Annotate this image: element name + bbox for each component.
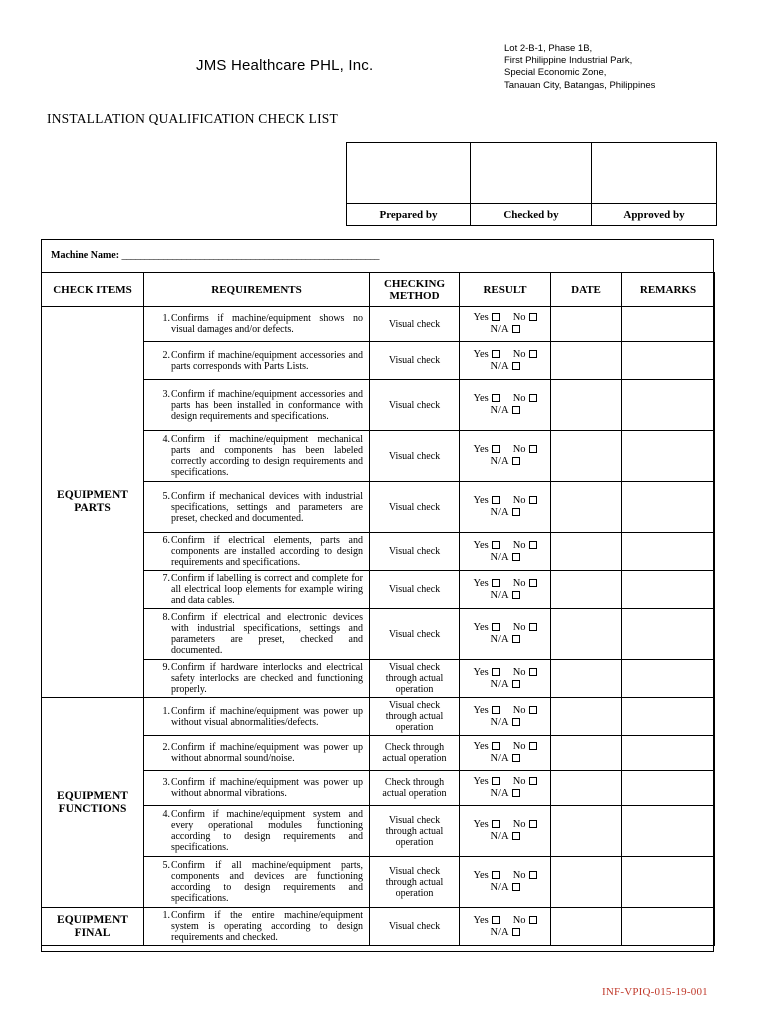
requirement-number: 4. <box>162 809 170 820</box>
no-checkbox[interactable] <box>529 313 537 321</box>
checked-signature-box[interactable] <box>471 143 592 204</box>
remarks-cell[interactable] <box>622 857 715 908</box>
checking-method: Visual check through actual operation <box>370 806 460 857</box>
no-label: No <box>512 539 526 551</box>
no-checkbox[interactable] <box>529 742 537 750</box>
remarks-cell[interactable] <box>622 660 715 698</box>
address-line: Special Economic Zone, <box>504 67 607 79</box>
remarks-cell[interactable] <box>622 698 715 736</box>
requirement-item <box>147 491 363 524</box>
checking-method: Visual check <box>370 482 460 533</box>
yes-label: Yes <box>473 444 489 455</box>
header-date: DATE <box>551 273 622 307</box>
address-line: Tanauan City, Batangas, Philippines <box>504 79 656 91</box>
yes-label: Yes <box>473 622 489 633</box>
remarks-cell[interactable] <box>622 736 715 771</box>
yes-label: Yes <box>473 819 489 830</box>
header-checking-method: CHECKING METHOD <box>370 273 460 307</box>
remarks-cell[interactable] <box>622 431 715 482</box>
machine-name-line[interactable]: ________________________________________________________ <box>121 250 380 261</box>
yes-label: Yes <box>473 776 489 787</box>
requirement-item <box>147 535 363 568</box>
na-label: N/A <box>490 324 509 335</box>
yes-checkbox[interactable] <box>492 394 500 402</box>
remarks-cell[interactable] <box>622 571 715 609</box>
remarks-cell[interactable] <box>622 307 715 342</box>
requirement-item <box>147 910 363 943</box>
checking-method: Visual check <box>370 571 460 609</box>
requirement-number: 2. <box>162 349 170 361</box>
requirement-number: 5. <box>162 860 170 871</box>
yes-checkbox[interactable] <box>492 820 500 828</box>
no-label: No <box>512 819 526 830</box>
na-checkbox[interactable] <box>512 832 520 840</box>
yes-checkbox[interactable] <box>492 313 500 321</box>
checking-method: Visual check through actual operation <box>370 698 460 736</box>
no-checkbox[interactable] <box>529 820 537 828</box>
date-cell[interactable] <box>551 660 622 698</box>
requirement-cell <box>144 736 370 771</box>
result-cell <box>460 482 551 533</box>
no-checkbox[interactable] <box>529 496 537 504</box>
na-checkbox[interactable] <box>512 457 520 465</box>
date-cell[interactable] <box>551 380 622 431</box>
approved-by-label: Approved by <box>592 204 717 226</box>
no-label: No <box>512 577 526 589</box>
na-checkbox[interactable] <box>512 362 520 370</box>
machine-name-label: Machine Name: <box>51 250 120 261</box>
yes-checkbox[interactable] <box>492 916 500 924</box>
no-checkbox[interactable] <box>529 623 537 631</box>
result-cell <box>460 857 551 908</box>
yes-label: Yes <box>473 914 489 926</box>
na-checkbox[interactable] <box>512 508 520 516</box>
date-cell[interactable] <box>551 698 622 736</box>
no-label: No <box>512 914 526 926</box>
na-label: N/A <box>490 551 509 563</box>
requirement-text: Confirm if labelling is correct and complete for all electrical loop elements for example wiring and data cables. <box>171 573 363 606</box>
check-item-group: EQUIPMENT FUNCTIONS <box>42 698 144 908</box>
na-checkbox[interactable] <box>512 635 520 643</box>
na-checkbox[interactable] <box>512 718 520 726</box>
requirement-number: 5. <box>162 490 170 502</box>
yes-label: Yes <box>473 704 489 716</box>
no-label: No <box>512 741 526 752</box>
remarks-cell[interactable] <box>622 380 715 431</box>
na-label: N/A <box>490 831 509 842</box>
company-name: JMS Healthcare PHL, Inc. <box>196 57 374 74</box>
requirement-cell <box>144 533 370 571</box>
checking-method: Visual check through actual operation <box>370 660 460 698</box>
table-row <box>42 908 715 946</box>
date-cell[interactable] <box>551 342 622 380</box>
requirement-cell <box>144 609 370 660</box>
requirement-text: Confirm if machine/equipment accessories and parts corresponds with Parts Lists. <box>171 349 363 372</box>
requirement-cell <box>144 307 370 342</box>
document-code: INF-VPIQ-015-19-001 <box>602 986 708 998</box>
result-cell <box>460 609 551 660</box>
requirement-number: 8. <box>162 612 170 623</box>
date-cell[interactable] <box>551 533 622 571</box>
checking-method: Check through actual operation <box>370 736 460 771</box>
na-label: N/A <box>490 589 509 601</box>
no-checkbox[interactable] <box>529 350 537 358</box>
requirement-text: Confirm if machine/equipment accessories and parts has been installed in conformance with design requirements and specifications. <box>171 388 363 422</box>
remarks-cell[interactable] <box>622 806 715 857</box>
na-label: N/A <box>490 678 509 690</box>
checking-method: Check through actual operation <box>370 771 460 806</box>
requirement-item <box>147 612 363 656</box>
requirement-text: Confirm if all machine/equipment parts, components and devices are functioning according to design requirements and specifications. <box>171 860 363 904</box>
result-cell <box>460 307 551 342</box>
requirement-text: Confirm if hardware interlocks and electrical safety interlocks are checked and functioning properly. <box>171 662 363 695</box>
requirement-number: 1. <box>162 910 170 921</box>
requirement-item <box>147 809 363 853</box>
yes-checkbox[interactable] <box>492 742 500 750</box>
no-label: No <box>512 870 526 881</box>
requirement-text: Confirm if mechanical devices with industrial specifications, settings and parameters are preset, checked and documented. <box>171 490 363 524</box>
yes-checkbox[interactable] <box>492 579 500 587</box>
requirement-item <box>147 573 363 606</box>
requirement-cell <box>144 806 370 857</box>
na-checkbox[interactable] <box>512 406 520 414</box>
no-label: No <box>512 666 526 678</box>
requirement-item <box>147 860 363 904</box>
requirement-number: 3. <box>162 388 170 400</box>
company-address <box>504 43 655 92</box>
no-checkbox[interactable] <box>529 541 537 549</box>
requirement-number: 9. <box>162 662 170 673</box>
requirement-item <box>147 350 363 372</box>
result-cell <box>460 342 551 380</box>
requirement-item <box>147 434 363 478</box>
table-row <box>42 698 715 736</box>
yes-label: Yes <box>473 393 489 404</box>
yes-checkbox[interactable] <box>492 623 500 631</box>
requirement-cell <box>144 660 370 698</box>
remarks-cell[interactable] <box>622 342 715 380</box>
no-label: No <box>512 393 526 404</box>
requirement-text: Confirm if machine/equipment mechanical parts and components has been labeled correctly according to design requirements and specifications. <box>171 434 363 478</box>
remarks-cell[interactable] <box>622 771 715 806</box>
requirement-item <box>147 777 363 799</box>
no-label: No <box>512 495 526 506</box>
date-cell[interactable] <box>551 431 622 482</box>
checking-method: Visual check <box>370 609 460 660</box>
na-label: N/A <box>490 456 509 467</box>
requirement-cell <box>144 857 370 908</box>
checking-method: Visual check <box>370 431 460 482</box>
header-remarks: REMARKS <box>622 273 715 307</box>
requirement-number: 1. <box>162 313 170 324</box>
no-label: No <box>512 444 526 455</box>
result-cell <box>460 380 551 431</box>
checking-method: Visual check <box>370 342 460 380</box>
address-line: Lot 2-B-1, Phase 1B, <box>504 43 593 54</box>
date-cell[interactable] <box>551 771 622 806</box>
na-label: N/A <box>490 882 509 893</box>
na-label: N/A <box>490 716 509 728</box>
checking-method: Visual check <box>370 533 460 571</box>
requirement-number: 4. <box>162 434 170 445</box>
requirement-text: Confirm if electrical and electronic devices with industrial specifications, settings and parameters are preset, checked and documented. <box>171 612 363 656</box>
date-cell[interactable] <box>551 736 622 771</box>
na-checkbox[interactable] <box>512 680 520 688</box>
yes-checkbox[interactable] <box>492 871 500 879</box>
remarks-cell[interactable] <box>622 908 715 946</box>
no-checkbox[interactable] <box>529 916 537 924</box>
date-cell[interactable] <box>551 908 622 946</box>
requirement-text: Confirm if the entire machine/equipment system is operating according to design requirements and checked. <box>171 910 363 943</box>
na-checkbox[interactable] <box>512 553 520 561</box>
no-checkbox[interactable] <box>529 579 537 587</box>
check-item-group: EQUIPMENT PARTS <box>42 307 144 698</box>
no-checkbox[interactable] <box>529 871 537 879</box>
remarks-cell[interactable] <box>622 482 715 533</box>
yes-label: Yes <box>473 495 489 506</box>
remarks-cell[interactable] <box>622 609 715 660</box>
yes-checkbox[interactable] <box>492 445 500 453</box>
prepared-signature-box[interactable] <box>347 143 471 204</box>
checking-method: Visual check <box>370 380 460 431</box>
checking-method: Visual check <box>370 908 460 946</box>
requirement-number: 1. <box>162 705 170 717</box>
yes-checkbox[interactable] <box>492 706 500 714</box>
result-cell <box>460 533 551 571</box>
requirement-item <box>147 662 363 695</box>
header-check-items: CHECK ITEMS <box>42 273 144 307</box>
result-cell <box>460 908 551 946</box>
na-label: N/A <box>490 926 509 938</box>
yes-label: Yes <box>473 870 489 881</box>
requirement-cell <box>144 482 370 533</box>
yes-label: Yes <box>473 666 489 678</box>
requirement-text: Confirm if electrical elements, parts and components are installed according to design requirements and specifications. <box>171 535 363 568</box>
checklist-table <box>41 272 715 946</box>
document-title: INSTALLATION QUALIFICATION CHECK LIST <box>47 111 338 126</box>
na-checkbox[interactable] <box>512 591 520 599</box>
prepared-by-label: Prepared by <box>347 204 471 226</box>
header-requirements: REQUIREMENTS <box>144 273 370 307</box>
no-checkbox[interactable] <box>529 394 537 402</box>
requirement-text: Confirm if machine/equipment was power up without visual abnormalities/defects. <box>171 705 363 728</box>
signature-table <box>346 142 717 226</box>
requirement-item <box>147 389 363 422</box>
requirement-number: 3. <box>162 777 170 788</box>
requirement-item <box>147 706 363 728</box>
requirement-cell <box>144 571 370 609</box>
no-checkbox[interactable] <box>529 777 537 785</box>
checking-method: Visual check <box>370 307 460 342</box>
no-label: No <box>512 704 526 716</box>
yes-checkbox[interactable] <box>492 496 500 504</box>
na-checkbox[interactable] <box>512 789 520 797</box>
machine-name-field[interactable] <box>51 250 379 261</box>
na-label: N/A <box>490 507 509 518</box>
address-line: First Philippine Industrial Park, <box>504 55 633 67</box>
requirement-cell <box>144 431 370 482</box>
result-cell <box>460 571 551 609</box>
requirement-cell <box>144 342 370 380</box>
requirement-text: Confirms if machine/equipment shows no visual damages and/or defects. <box>171 313 363 335</box>
requirement-number: 2. <box>162 742 170 753</box>
no-checkbox[interactable] <box>529 706 537 714</box>
date-cell[interactable] <box>551 857 622 908</box>
header-result: RESULT <box>460 273 551 307</box>
yes-label: Yes <box>473 348 489 360</box>
date-cell[interactable] <box>551 307 622 342</box>
requirement-item <box>147 313 363 335</box>
na-label: N/A <box>490 788 509 799</box>
result-cell <box>460 660 551 698</box>
no-label: No <box>512 622 526 633</box>
na-label: N/A <box>490 634 509 645</box>
requirement-text: Confirm if machine/equipment system and every operational modules functioning according to design requirements and specifications. <box>171 809 363 853</box>
no-checkbox[interactable] <box>529 668 537 676</box>
requirement-cell <box>144 908 370 946</box>
no-label: No <box>512 348 526 360</box>
result-cell <box>460 806 551 857</box>
date-cell[interactable] <box>551 609 622 660</box>
date-cell[interactable] <box>551 806 622 857</box>
na-checkbox[interactable] <box>512 928 520 936</box>
yes-label: Yes <box>473 577 489 589</box>
date-cell[interactable] <box>551 571 622 609</box>
remarks-cell[interactable] <box>622 533 715 571</box>
na-label: N/A <box>490 405 509 416</box>
checked-by-label: Checked by <box>471 204 592 226</box>
na-checkbox[interactable] <box>512 754 520 762</box>
na-label: N/A <box>490 360 509 372</box>
requirement-number: 7. <box>162 573 170 584</box>
yes-label: Yes <box>473 312 489 323</box>
result-cell <box>460 431 551 482</box>
requirement-text: Confirm if machine/equipment was power up without abnormal sound/noise. <box>171 742 363 764</box>
requirement-cell <box>144 380 370 431</box>
table-row <box>42 307 715 342</box>
result-cell <box>460 736 551 771</box>
requirement-cell <box>144 771 370 806</box>
requirement-cell <box>144 698 370 736</box>
yes-checkbox[interactable] <box>492 541 500 549</box>
check-item-group: EQUIPMENT FINAL <box>42 908 144 946</box>
na-checkbox[interactable] <box>512 325 520 333</box>
approved-signature-box[interactable] <box>592 143 717 204</box>
no-label: No <box>512 312 526 323</box>
requirement-number: 6. <box>162 535 170 546</box>
result-cell <box>460 771 551 806</box>
date-cell[interactable] <box>551 482 622 533</box>
no-label: No <box>512 776 526 787</box>
yes-checkbox[interactable] <box>492 350 500 358</box>
requirement-text: Confirm if machine/equipment was power up without abnormal vibrations. <box>171 777 363 799</box>
na-label: N/A <box>490 753 509 764</box>
na-checkbox[interactable] <box>512 883 520 891</box>
requirement-item <box>147 742 363 764</box>
yes-checkbox[interactable] <box>492 668 500 676</box>
yes-label: Yes <box>473 539 489 551</box>
result-cell <box>460 698 551 736</box>
no-checkbox[interactable] <box>529 445 537 453</box>
checking-method: Visual check through actual operation <box>370 857 460 908</box>
yes-label: Yes <box>473 741 489 752</box>
yes-checkbox[interactable] <box>492 777 500 785</box>
